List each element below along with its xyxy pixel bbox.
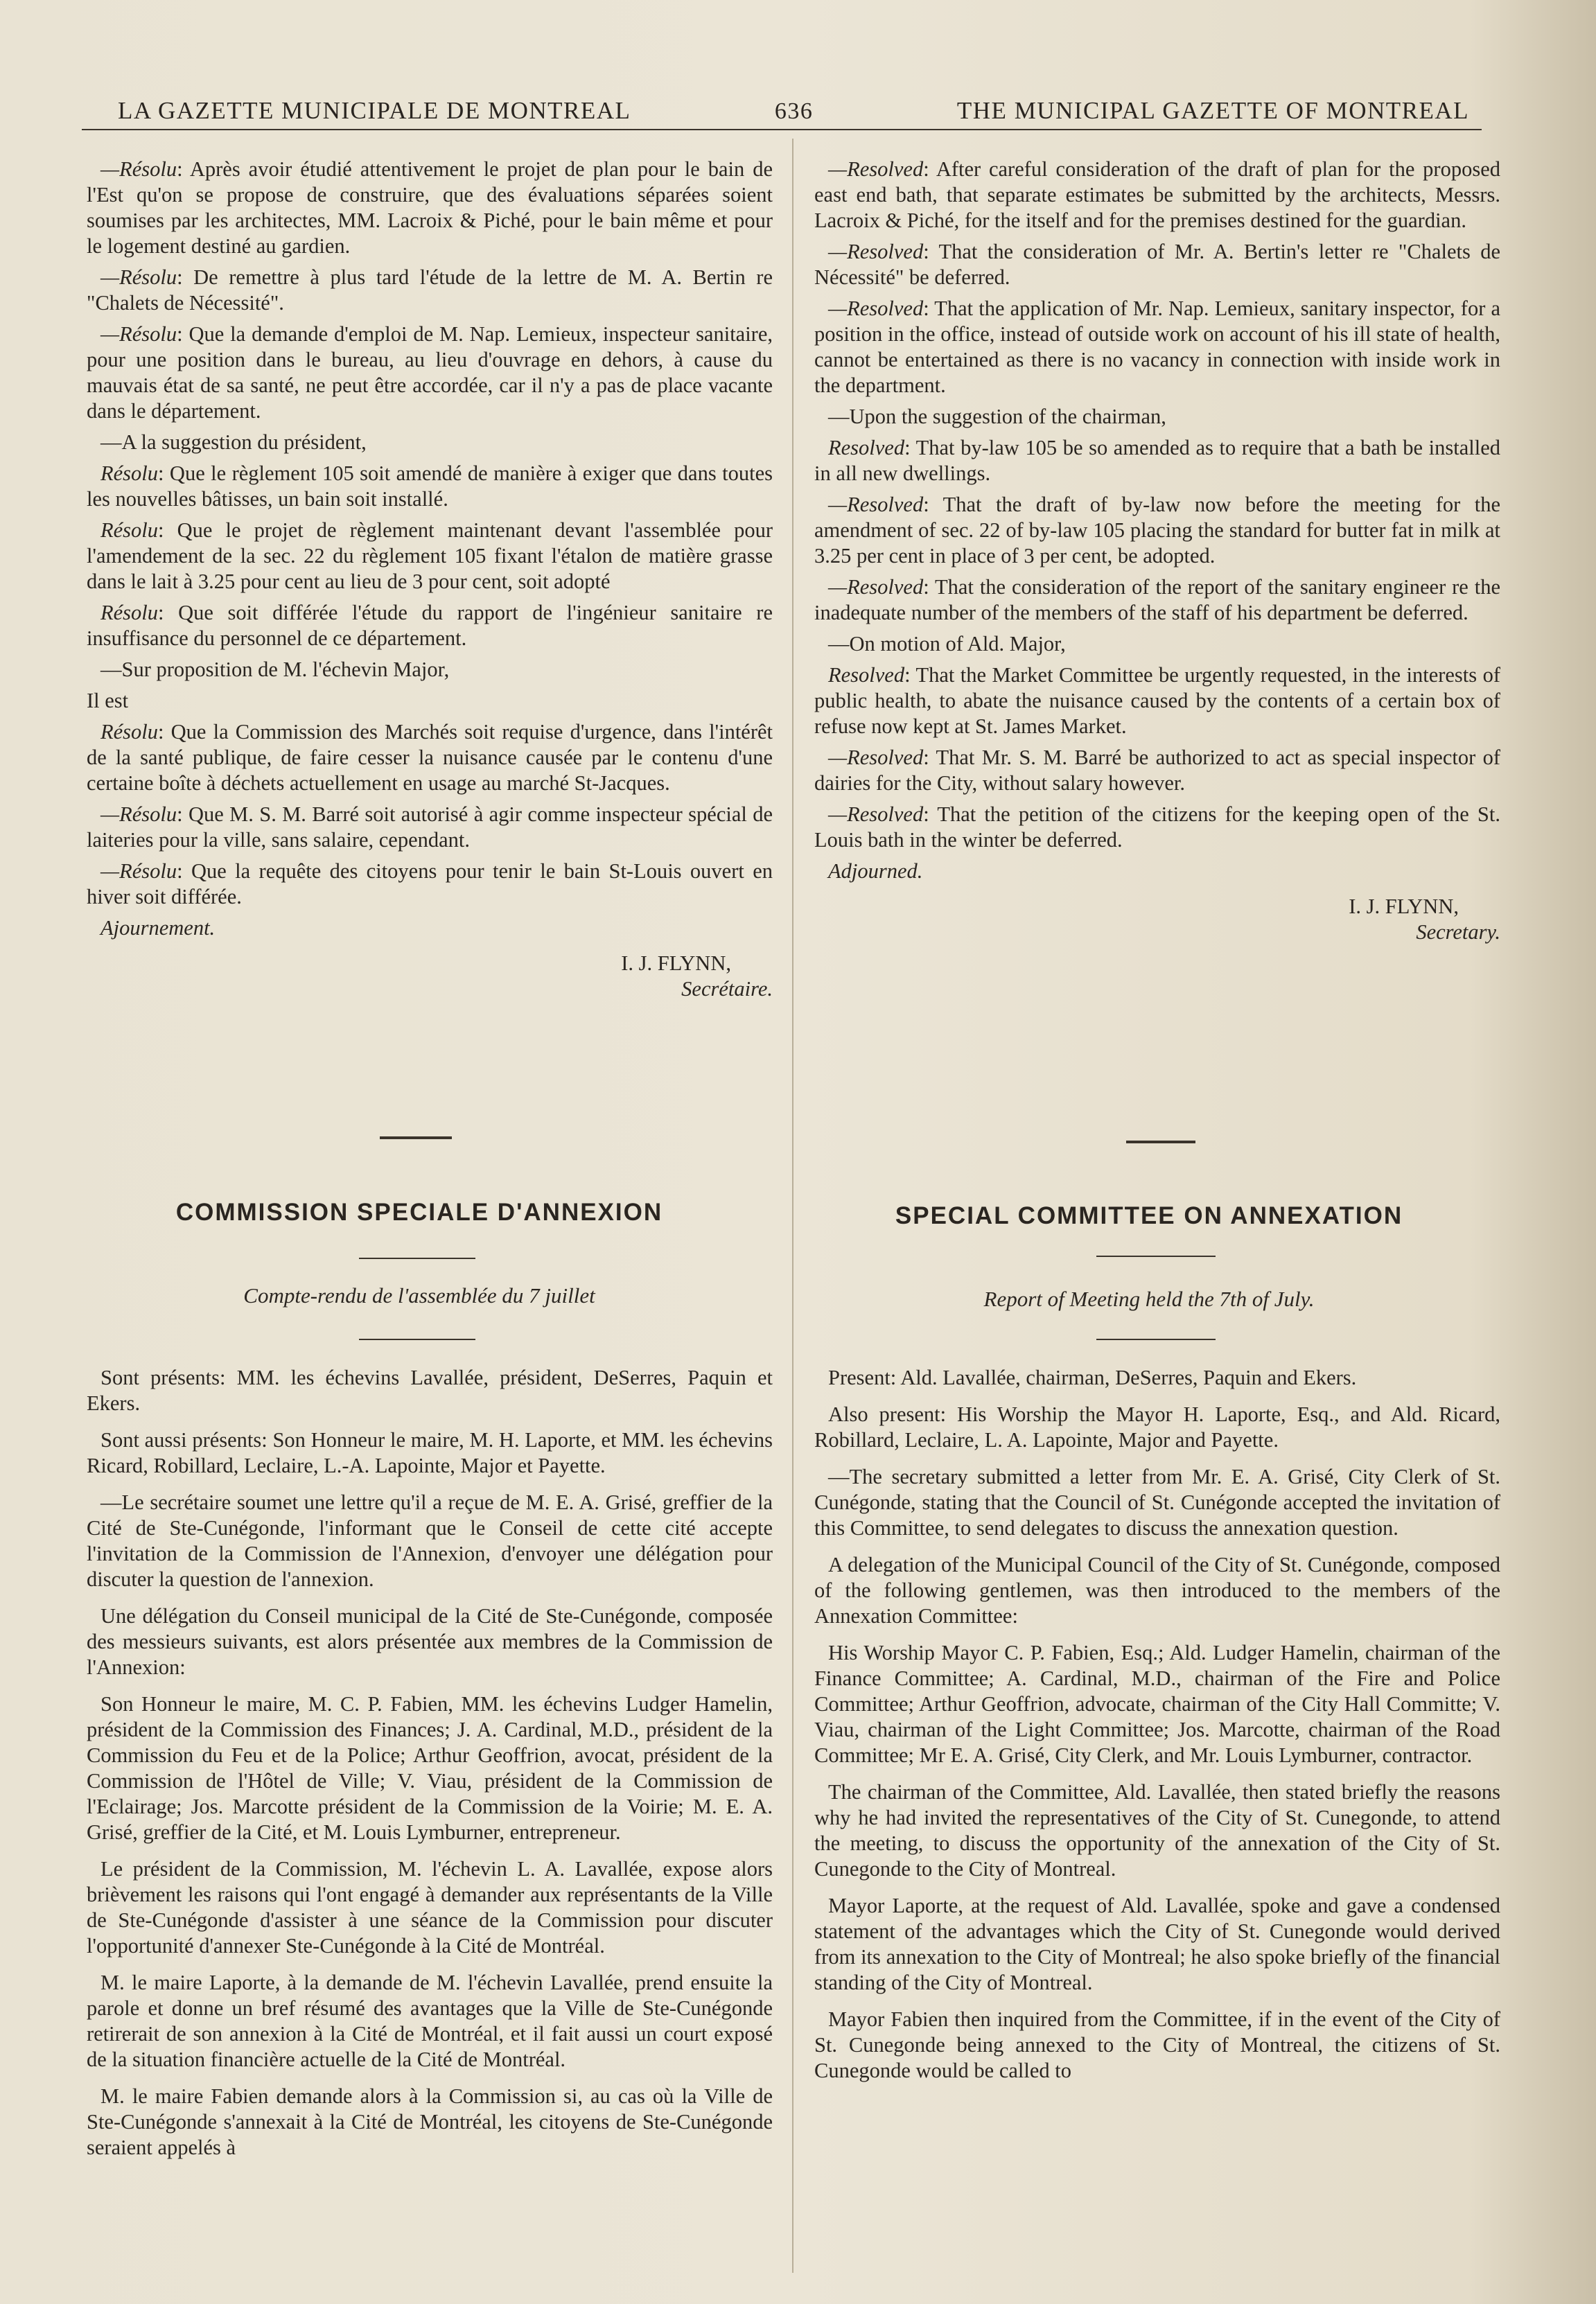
paragraph: M. le maire Laporte, à la demande de M. l'échevin Lavallée, prend ensuite la parole et donne un bref résumé des avantages que la Ville de Ste-Cunégonde retirerait de son annexion à la Cité de Montréal, et il fait aussi un court exposé de la situation financière actuelle de la Cité de Montréal. (87, 1971, 773, 2071)
english-minutes (814, 157, 1500, 945)
french-section-title: COMMISSION SPECIALE D'ANNEXION (175, 1199, 663, 1226)
paragraph: —Resolved: That the application of Mr. Nap. Lemieux, sanitary inspector, for a position in the office, instead of outside work on account of his ill state of health, cannot be entertained as there is no vacancy in connection with inside work in the department. (814, 297, 1500, 397)
paragraph: —Resolved: That the draft of by-law now before the meeting for the amendment of sec. 22 of by-law 105 placing the standard for butter fat in milk at 3.25 per cent in place of 3 per cent, be adopted. (814, 493, 1500, 568)
paragraph: Mayor Fabien then inquired from the Committee, if in the event of the City of St. Cunegonde being annexed to the City of Montreal, the citizens of St. Cunegonde would be called to (814, 2007, 1500, 2082)
title-rule (359, 1258, 475, 1259)
adjournment: Adjourned. (828, 859, 923, 883)
paragraph: —Resolved: That Mr. S. M. Barré be authorized to act as special inspector of dairies for the City, without salary however. (814, 746, 1500, 795)
french-minutes (87, 157, 773, 1002)
title-rule (1096, 1256, 1216, 1257)
adjournment: Ajournement. (100, 916, 216, 940)
signature (814, 894, 1500, 945)
column-divider (792, 139, 793, 2273)
paragraph: —On motion of Ald. Major, (828, 632, 1066, 656)
paragraph: —Sur proposition de M. l'échevin Major, (100, 658, 450, 681)
paragraph: —Le secrétaire soumet une lettre qu'il a reçue de M. E. A. Grisé, greffier de la Cité de Ste-Cunégonde, l'informant que le Conseil de cette cité accepte l'invitation de la Commission de l'Annexion, d'envoyer une délégation pour discuter la question de l'annexion. (87, 1490, 773, 1591)
paragraph: —Résolu: De remettre à plus tard l'étude de la lettre de M. A. Bertin re "Chalets de Nécessité". (87, 265, 773, 315)
paragraph: Résolu: Que la Commission des Marchés soit requise d'urgence, dans l'intérêt de la santé publique, de faire cesser la nuisance causée par le contenu d'une certaine boîte à déchets actuellement en usage au marché St-Jacques. (87, 720, 773, 795)
paragraph: —Resolved: That the petition of the citizens for the keeping open of the St. Louis bath in the winter be deferred. (814, 802, 1500, 852)
english-annexation-report (814, 1365, 1500, 2095)
paragraph: Résolu: Que le projet de règlement maintenant devant l'assemblée pour l'amendement de la sec. 22 du règlement 105 fixant l'étalon de matière grasse dans le lait à 3.25 pour cent au lieu de 3 pour cent, soit adopté (87, 518, 773, 593)
english-section-title: SPECIAL COMMITTEE ON ANNEXATION (895, 1202, 1403, 1229)
signature-name: I. J. FLYNN, (621, 951, 731, 975)
paragraph: Le président de la Commission, M. l'échevin L. A. Lavallée, expose alors brièvement les raisons qui l'ont engagé à demander aux représentants de la Ville de Ste-Cunégonde d'assister à une séance de la Commission pour discuter l'opportunité d'annexer Ste-Cunégonde à la Cité de Montréal. (87, 1857, 773, 1958)
paragraph: The chairman of the Committee, Ald. Lavallée, then stated briefly the reasons why he had invited the representatives of the City of St. Cunegonde, to attend the meeting, to discuss the opportunity of the annexation of the City of St. Cunegonde to the City of Montreal. (814, 1780, 1500, 1881)
paragraph: —Resolved: That the consideration of the report of the sanitary engineer re the inadequate number of the members of the staff of his department be deferred. (814, 575, 1500, 624)
paragraph: Résolu: Que soit différée l'étude du rapport de l'ingénieur sanitaire re insuffisance du personnel de ce département. (87, 601, 773, 650)
paragraph: Résolu: Que le règlement 105 soit amendé de manière à exiger que dans toutes les nouvelles bâtisses, un bain soit installé. (87, 461, 773, 511)
header-rule (82, 129, 1482, 130)
paragraph: —Résolu: Que la requête des citoyens pour tenir le bain St-Louis ouvert en hiver soit différée. (87, 859, 773, 908)
page-header (118, 89, 1469, 125)
paragraph: Resolved: That by-law 105 be so amended as to require that a bath be installed in all new dwellings. (814, 436, 1500, 485)
signature (87, 951, 773, 1002)
paragraph: Present: Ald. Lavallée, chairman, DeSerres, Paquin and Ekers. (828, 1366, 1357, 1389)
english-meeting-subtitle: Report of Meeting held the 7th of July. (983, 1287, 1315, 1311)
french-annexation-report (87, 1365, 773, 2172)
paragraph: —Resolved: That the consideration of Mr. A. Bertin's letter re "Chalets de Nécessité" be deferred. (814, 240, 1500, 289)
paragraph: —Résolu: Que la demande d'emploi de M. Nap. Lemieux, inspecteur sanitaire, pour une position dans le bureau, au lieu d'ouvrage en dehors, à cause du mauvais état de sa santé, ne peut être accordée, car il n'y a pas de place vacante dans le département. (87, 322, 773, 423)
section-separator (1126, 1141, 1195, 1143)
paragraph: Also present: His Worship the Mayor H. Laporte, Esq., and Ald. Ricard, Robillard, Leclaire, L. A. Lapointe, Major and Payette. (814, 1402, 1500, 1452)
paragraph: Sont aussi présents: Son Honneur le maire, M. H. Laporte, et MM. les échevins Ricard, Robillard, Leclaire, L.-A. Lapointe, Major et Payette. (87, 1428, 773, 1477)
section-separator (380, 1136, 452, 1139)
header-french-title: LA GAZETTE MUNICIPALE DE MONTREAL (118, 97, 631, 124)
subtitle-rule (359, 1339, 475, 1340)
paragraph: —A la suggestion du président, (100, 430, 367, 454)
paragraph: Mayor Laporte, at the request of Ald. Lavallée, spoke and gave a condensed statement of the advantages which the City of St. Cunegonde would derived from its annexation to the City of Montreal; he also spoke briefly of the financial standing of the City of Montreal. (814, 1894, 1500, 1994)
paragraph: —Upon the suggestion of the chairman, (828, 405, 1166, 428)
paragraph: Une délégation du Conseil municipal de la Cité de Ste-Cunégonde, composée des messieurs suivants, est alors présentée aux membres de la Commission de l'Annexion: (87, 1604, 773, 1679)
paragraph: Il est (87, 689, 129, 712)
subtitle-rule (1096, 1339, 1216, 1340)
page-number: 636 (774, 98, 814, 124)
paragraph: —Resolved: After careful consideration of the draft of plan for the proposed east end bath, that separate estimates be submitted by the architects, Messrs. Lacroix & Piché, for the itself and for the premises destined for the guardian. (814, 157, 1500, 232)
paragraph: —Résolu: Après avoir étudié attentivement le projet de plan pour le bain de l'Est qu'on se propose de construire, que des évaluations séparées soient soumises par les architectes, MM. Lacroix & Piché, pour le bain même et pour le logement destiné au gardien. (87, 157, 773, 258)
paragraph: —The secretary submitted a letter from Mr. E. A. Grisé, City Clerk of St. Cunégonde, stating that the Council of St. Cunégonde accepted the invitation of this Committee, to send delegates to discuss the annexation question. (814, 1465, 1500, 1540)
french-meeting-subtitle: Compte-rendu de l'assemblée du 7 juillet (243, 1283, 595, 1308)
paragraph: Sont présents: MM. les échevins Lavallée, président, DeSerres, Paquin et Ekers. (87, 1366, 773, 1415)
signature-title: Secrétaire. (681, 977, 773, 1001)
paragraph: A delegation of the Municipal Council of the City of St. Cunégonde, composed of the following gentlemen, was then introduced to the members of the Annexation Committee: (814, 1553, 1500, 1628)
header-english-title: THE MUNICIPAL GAZETTE OF MONTREAL (956, 97, 1469, 124)
paragraph: M. le maire Fabien demande alors à la Commission si, au cas où la Ville de Ste-Cunégonde s'annexait à la Cité de Montréal, les citoyens de Ste-Cunégonde seraient appelés à (87, 2084, 773, 2159)
signature-title: Secretary. (1416, 920, 1500, 944)
paragraph: Son Honneur le maire, M. C. P. Fabien, MM. les échevins Ludger Hamelin, président de la Commission des Finances; J. A. Cardinal, M.D., président de la Commission du Feu et de la Police; Arthur Geoffrion, avocat, président de la Commission de l'Hôtel de Ville; V. Viau, président de la Commission de l'Eclairage; Jos. Marcotte président de la Commission de la Voirie; M. E. A. Grisé, greffier de la Cité, et M. Louis Lymburner, entrepreneur. (87, 1692, 773, 1844)
paragraph: —Résolu: Que M. S. M. Barré soit autorisé à agir comme inspecteur spécial de laiteries pour la ville, sans salaire, cependant. (87, 802, 773, 852)
signature-name: I. J. FLYNN, (1349, 895, 1459, 918)
paragraph: Resolved: That the Market Committee be urgently requested, in the interests of public health, to abate the nuisance caused by the contents of a certain box of refuse now kept at St. James Market. (814, 663, 1500, 738)
paragraph: His Worship Mayor C. P. Fabien, Esq.; Ald. Ludger Hamelin, chairman of the Finance Committee; A. Cardinal, M.D., chairman of the Fire and Police Committee; Arthur Geoffrion, advocate, chairman of the City Hall Committe; V. Viau, chairman of the Light Committee; Jos. Marcotte, chairman of the Road Committee; Mr E. A. Grisé, City Clerk, and Mr. Louis Lymburner, contractor. (814, 1641, 1500, 1767)
